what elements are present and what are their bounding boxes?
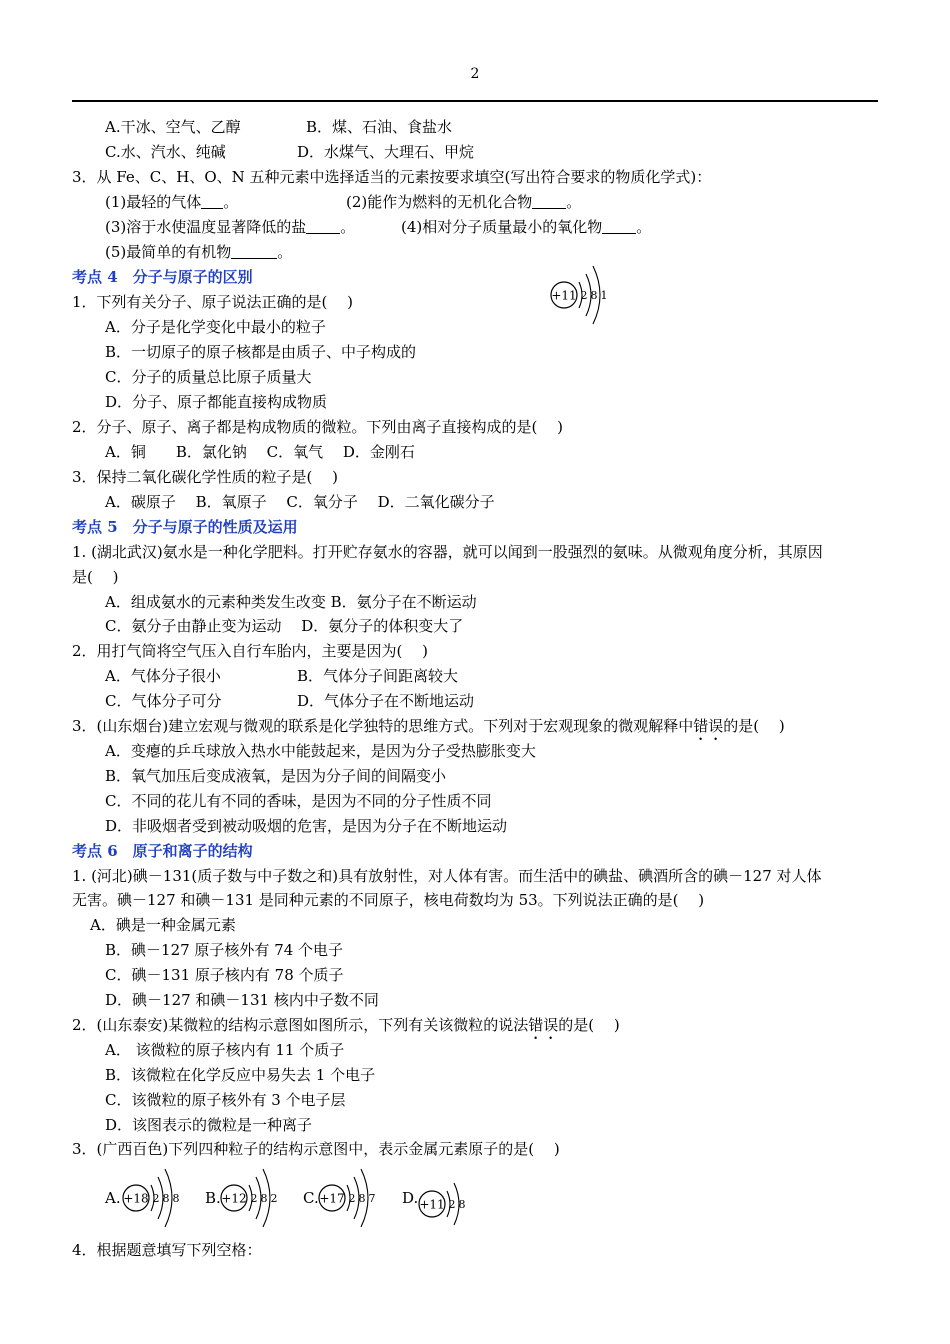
shell-electrons: 2 [348,1192,356,1205]
option-line: D．水煤气、大理石、甲烷 [297,143,475,161]
option-line: C．气体分子可分 [105,692,222,710]
question-line [72,716,785,744]
nucleus-charge: +12 [221,1191,247,1206]
item-text: (5)最简单的有机物 [105,243,232,261]
option-label: B. [205,1189,221,1207]
item-text: (1)最轻的气体 [105,193,202,211]
question-text: 的是( ) [558,1016,620,1034]
option-line: C．碘－131 原子核内有 78 个质子 [105,966,344,984]
shell-electrons: 7 [368,1192,376,1205]
page-number: 2 [470,66,480,82]
nucleus-charge: +18 [123,1191,149,1206]
question-line: 1. (河北)碘－131(质子数与中子数之和)具有放射性，对人体有害。而生活中的碘盐、碘酒所含的碘－127 对人体 [72,867,822,885]
answer-blank [306,219,340,234]
option-line: A．气体分子很小 [105,667,221,685]
question-line: 4．根据题意填写下列空格： [72,1241,262,1259]
question-text: 2．(山东泰安)某微粒的结构示意图如图所示，下列有关该微粒的说法 [72,1016,529,1034]
fill-blank-item [105,192,238,212]
emphasis-word: 错误 [693,717,724,735]
fill-blank-item [346,192,581,212]
shell-electrons: 1 [600,289,608,302]
atom-structure-diagram-top [548,262,618,328]
emphasis-word: 错误 [528,1016,559,1034]
question-line: 3．保持二氧化碳化学性质的粒子是( ) [72,468,339,486]
item-end: 。 [223,193,239,211]
option-line: C．不同的花儿有不同的香味，是因为不同的分子性质不同 [105,792,492,810]
question-line: 2．分子、原子、离子都是构成物质的微粒。下列由离子直接构成的是( ) [72,418,564,436]
option-line: D．该图表示的微粒是一种离子 [105,1116,313,1134]
option-line: B．气体分子间距离较大 [297,667,459,685]
option-line: A．碘是一种金属元素 [90,916,236,934]
item-end: 。 [636,218,652,236]
answer-blank [231,244,277,259]
option-line: C．氨分子由静止变为运动 D．氨分子的体积变大了 [105,617,464,635]
item-end: 。 [340,218,356,236]
question-text: 3．(山东烟台)建立宏观与微观的联系是化学独特的思维方式。下列对于宏观现象的微观解释中 [72,717,694,735]
option-line: D．碘－127 和碘－131 核内中子数不同 [105,991,379,1009]
item-text: (3)溶于水使温度显著降低的盐 [105,218,307,236]
atom-structure-diagram-c [316,1165,386,1231]
fill-blank-item [401,217,651,237]
question-text: 的是( ) [723,717,785,735]
option-line: A．变瘪的乒乓球放入热水中能鼓起来，是因为分子受热膨胀变大 [105,742,536,760]
atom-structure-diagram-d [416,1174,476,1234]
option-line: A． 该微粒的原子核内有 11 个质子 [105,1041,345,1059]
question-line: 2．用打气筒将空气压入自行车胎内，主要是因为( ) [72,642,429,660]
shell-electrons: 8 [172,1192,180,1205]
option-line: D．气体分子在不断地运动 [297,692,475,710]
section-heading: 考点 4 分子与原子的区别 [72,268,253,286]
shell-electrons: 8 [358,1192,366,1205]
option-line: D．分子、原子都能直接构成物质 [105,393,328,411]
shell-electrons: 2 [250,1192,258,1205]
item-text: (4)相对分子质量最小的氧化物 [401,218,603,236]
option-line: D．非吸烟者受到被动吸烟的危害，是因为分子在不断地运动 [105,817,508,835]
header-rule [72,100,878,102]
answer-blank [602,219,636,234]
section-heading: 考点 6 原子和离子的结构 [72,842,253,860]
shell-electrons: 2 [270,1192,278,1205]
answer-blank [201,194,223,209]
option-line: C．分子的质量总比原子质量大 [105,368,312,386]
question-line: 1. (湖北武汉)氨水是一种化学肥料。打开贮存氨水的容器，就可以闻到一股强烈的氨味。从微观角度分析，其原因 [72,543,823,561]
shell-electrons: 2 [152,1192,160,1205]
question-line [72,1015,620,1043]
question-line: 3．从 Fe、C、H、O、N 五种元素中选择适当的元素按要求填空(写出符合要求的物质化学式)： [72,168,712,186]
nucleus-charge: +17 [319,1191,345,1206]
option-line: B．氧气加压后变成液氧，是因为分子间的间隔变小 [105,767,447,785]
option-line: B．一切原子的原子核都是由质子、中子构成的 [105,343,417,361]
shell-electrons: 2 [580,289,588,302]
option-line: B．煤、石油、食盐水 [306,118,453,136]
option-line: C．该微粒的原子核外有 3 个电子层 [105,1091,346,1109]
option-line: A．分子是化学变化中最小的粒子 [105,318,326,336]
option-label: D. [402,1189,419,1207]
section-heading: 考点 5 分子与原子的性质及运用 [72,518,298,536]
shell-electrons: 8 [458,1198,466,1211]
shell-electrons: 8 [162,1192,170,1205]
option-line: B．该微粒在化学反应中易失去 1 个电子 [105,1066,376,1084]
option-line: A.干冰、空气、乙醇 [105,118,241,136]
item-end: 。 [566,193,582,211]
fill-blank-item [105,217,355,237]
answer-blank [532,194,566,209]
item-text: (2)能作为燃料的无机化合物 [346,193,533,211]
option-line: A．组成氨水的元素种类发生改变 B．氨分子在不断运动 [105,593,477,611]
atom-structure-diagram-b [218,1165,288,1231]
shell-electrons: 2 [448,1198,456,1211]
option-label: A. [105,1189,121,1207]
fill-blank-item [105,242,292,262]
option-line: A．碳原子 B．氧原子 C．氧分子 D．二氧化碳分子 [105,493,495,511]
item-end: 。 [277,243,293,261]
option-line: A．铜 B．氯化钠 C．氧气 D．金刚石 [105,443,415,461]
question-line: 是( ) [72,568,119,586]
option-line: B．碘－127 原子核外有 74 个电子 [105,941,344,959]
option-line: C.水、汽水、纯碱 [105,143,226,161]
question-line: 1．下列有关分子、原子说法正确的是( ) [72,293,354,311]
shell-electrons: 8 [590,289,598,302]
nucleus-charge: +11 [419,1197,445,1212]
question-line: 无害。碘－127 和碘－131 是同种元素的不同原子，核电荷数均为 53。下列说法正确的是( ) [72,891,705,909]
option-label: C. [303,1189,319,1207]
shell-electrons: 8 [260,1192,268,1205]
question-line: 3．(广西百色)下列四种粒子的结构示意图中，表示金属元素原子的是( ) [72,1140,560,1158]
atom-structure-diagram-a [120,1165,190,1231]
nucleus-charge: +11 [551,288,577,303]
